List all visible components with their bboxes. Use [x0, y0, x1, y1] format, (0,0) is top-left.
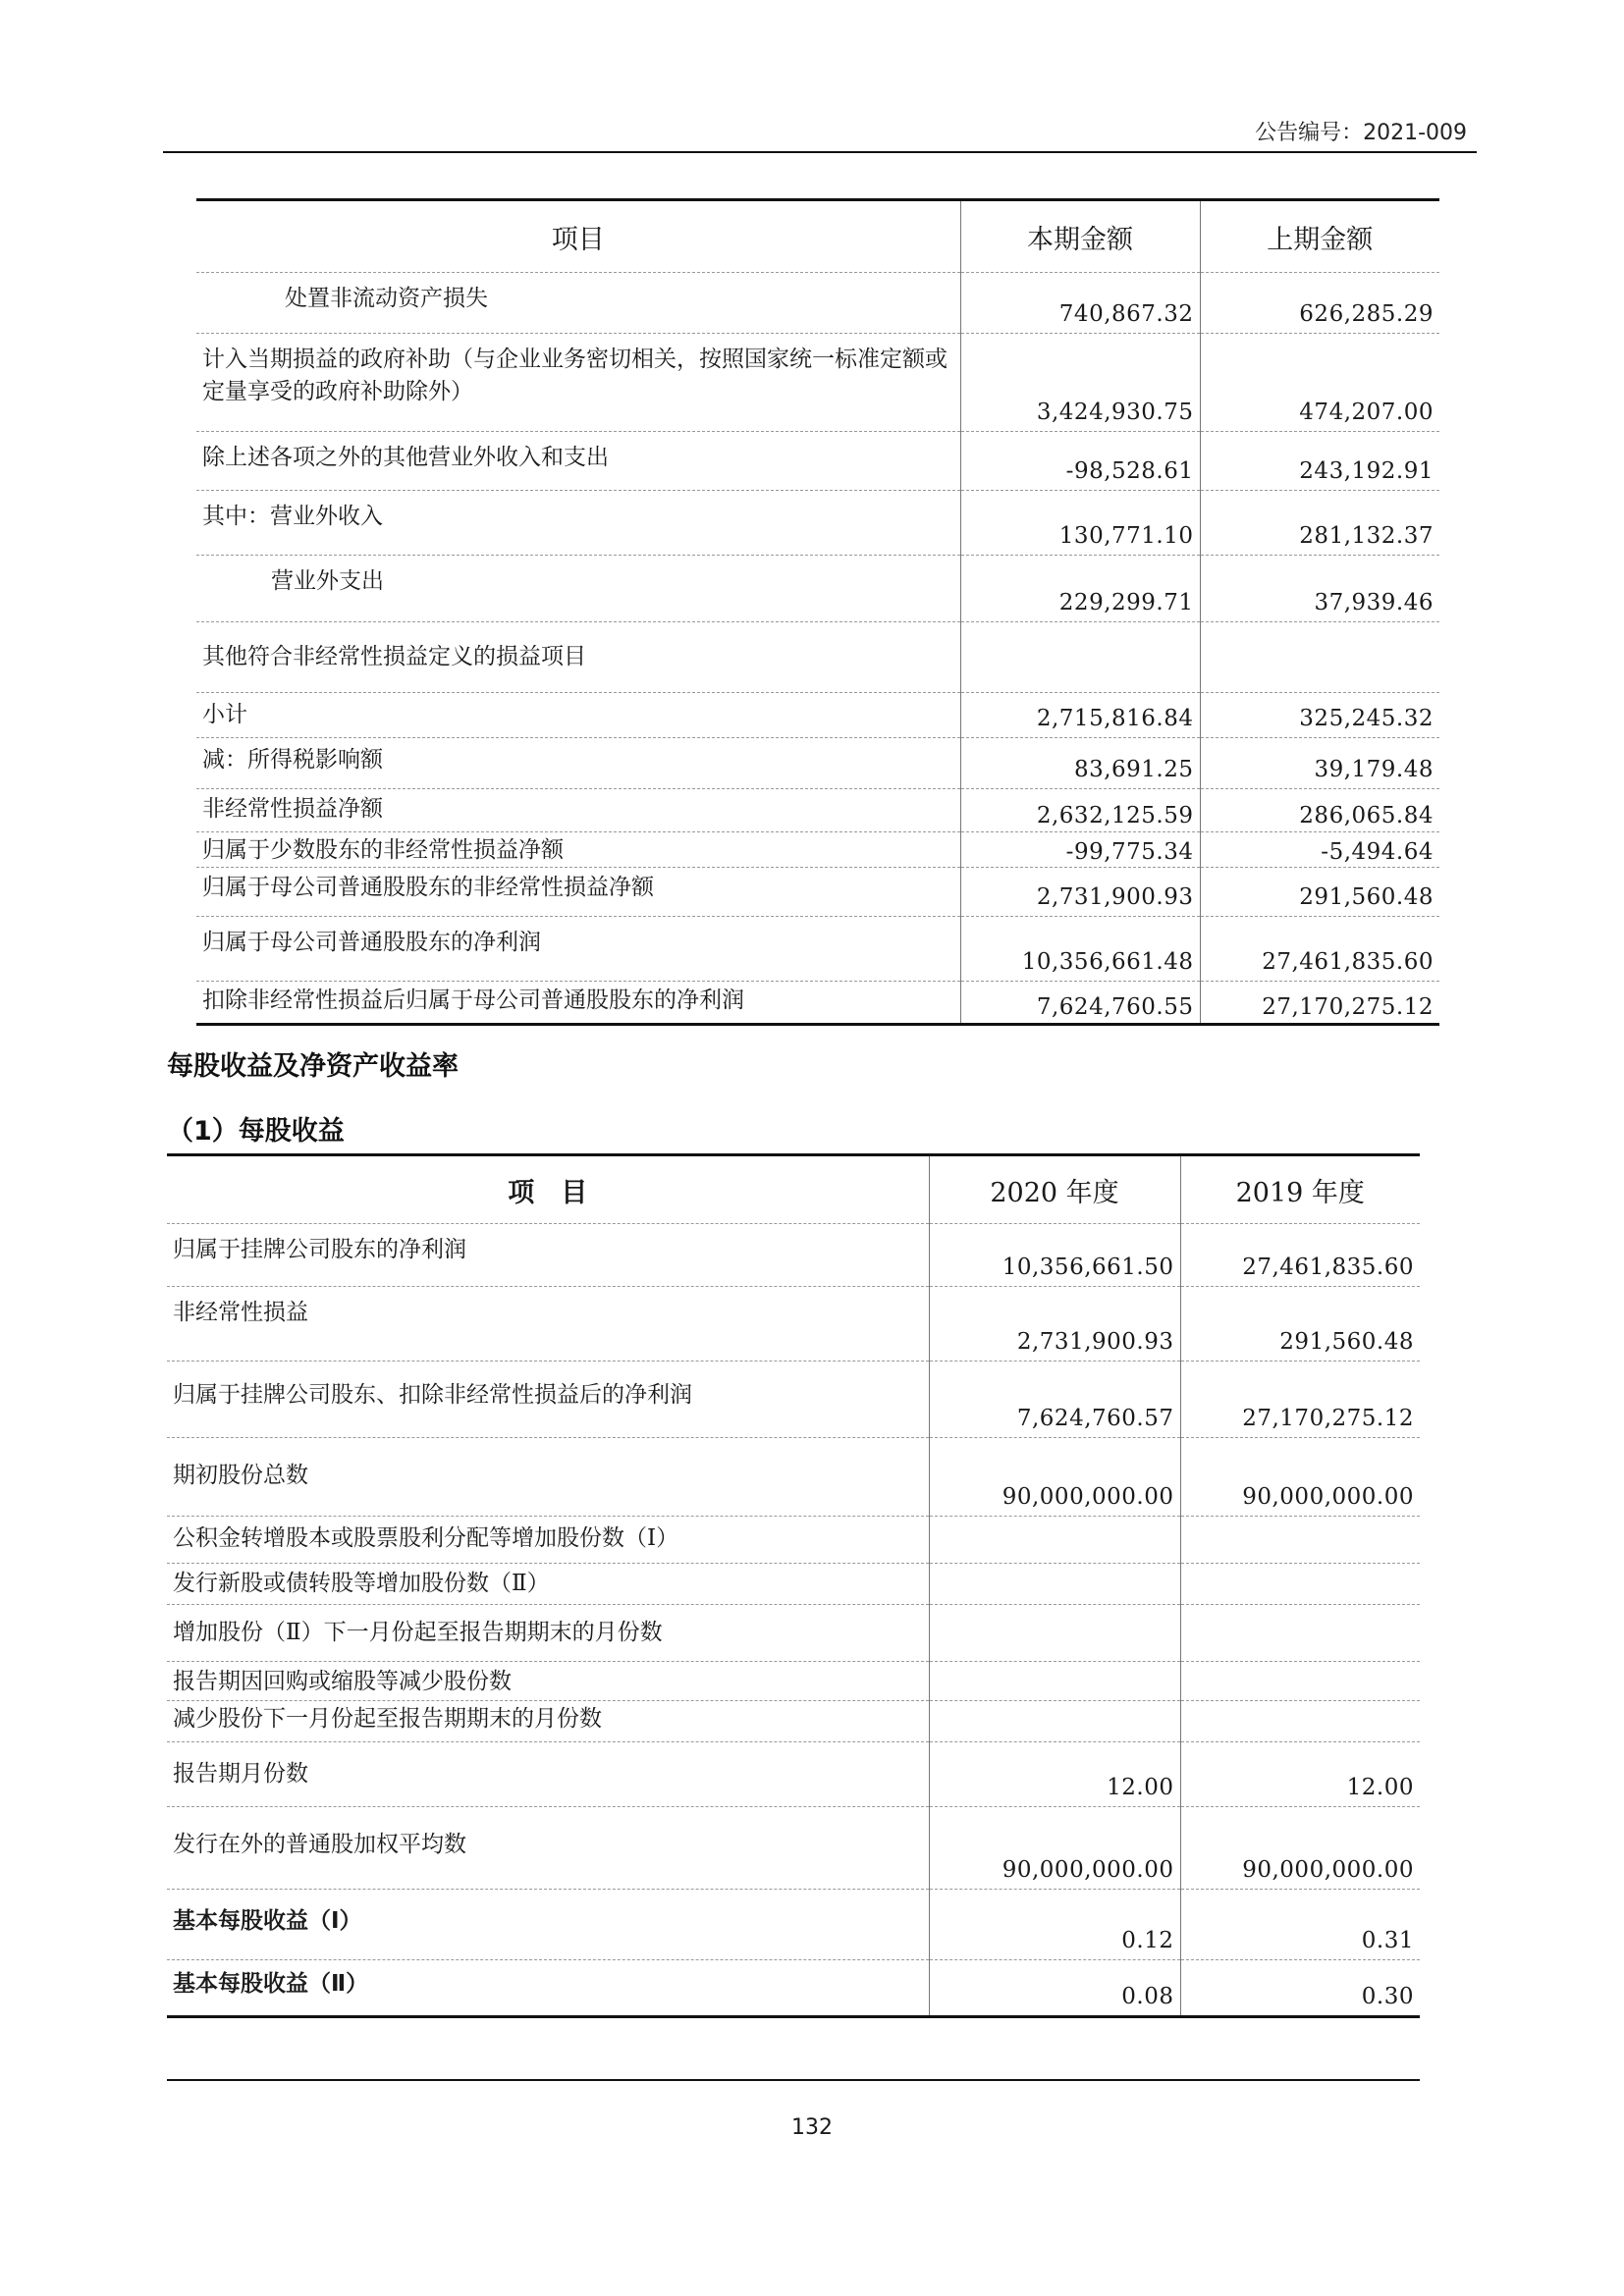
- row-current: 10,356,661.48: [960, 917, 1200, 982]
- column-header-2020: 2020 年度: [929, 1155, 1180, 1224]
- row-2019: 12.00: [1180, 1742, 1420, 1807]
- row-2019: [1180, 1605, 1420, 1662]
- row-previous: 27,170,275.12: [1200, 982, 1439, 1025]
- row-previous: 626,285.29: [1200, 273, 1439, 334]
- table-row: [167, 1742, 1420, 1807]
- row-2019: [1180, 1517, 1420, 1564]
- row-current: 3,424,930.75: [960, 334, 1200, 432]
- table-row: [167, 1362, 1420, 1438]
- column-header-2019: 2019 年度: [1180, 1155, 1420, 1224]
- table-row: [167, 1960, 1420, 2017]
- row-previous: 281,132.37: [1200, 491, 1439, 556]
- row-label: 公积金转增股本或股票股利分配等增加股份数（Ⅰ）: [167, 1517, 929, 1564]
- row-2020: 10,356,661.50: [929, 1224, 1180, 1287]
- row-2019: 0.31: [1180, 1890, 1420, 1960]
- table-row: [196, 982, 1439, 1025]
- table-row: [196, 868, 1439, 917]
- row-2020: 2,731,900.93: [929, 1287, 1180, 1362]
- table-header-row: [196, 200, 1439, 273]
- table-row: [167, 1807, 1420, 1890]
- row-label: 其他符合非经常性损益定义的损益项目: [196, 622, 960, 693]
- row-previous: 39,179.48: [1200, 738, 1439, 789]
- row-current: -98,528.61: [960, 432, 1200, 491]
- table-row: [196, 622, 1439, 693]
- table-row: [196, 334, 1439, 432]
- row-label: 报告期因回购或缩股等减少股份数: [167, 1662, 929, 1701]
- table-row: [196, 491, 1439, 556]
- row-2020: [929, 1662, 1180, 1701]
- table-row: [196, 832, 1439, 868]
- row-current: 2,715,816.84: [960, 693, 1200, 738]
- row-previous: [1200, 622, 1439, 693]
- header-rule: [163, 151, 1477, 153]
- row-label: 归属于少数股东的非经常性损益净额: [196, 832, 960, 868]
- table-row: [167, 1517, 1420, 1564]
- row-previous: 325,245.32: [1200, 693, 1439, 738]
- row-current: 2,731,900.93: [960, 868, 1200, 917]
- row-2020: [929, 1605, 1180, 1662]
- table-row: [167, 1662, 1420, 1701]
- row-previous: 286,065.84: [1200, 789, 1439, 832]
- column-header-item: 项 目: [167, 1155, 929, 1224]
- row-2020: 12.00: [929, 1742, 1180, 1807]
- row-label: 归属于挂牌公司股东的净利润: [167, 1224, 929, 1287]
- row-current: 229,299.71: [960, 556, 1200, 622]
- table-row: [196, 556, 1439, 622]
- row-label: 基本每股收益（Ⅱ）: [173, 1971, 369, 1997]
- row-previous: 37,939.46: [1200, 556, 1439, 622]
- row-label: 发行新股或债转股等增加股份数（Ⅱ）: [167, 1564, 929, 1605]
- row-2020: 0.12: [929, 1890, 1180, 1960]
- non-recurring-gains-table: [196, 198, 1439, 1026]
- table-row: [167, 1701, 1420, 1742]
- row-label: 处置非流动资产损失: [196, 273, 960, 334]
- row-current: 740,867.32: [960, 273, 1200, 334]
- table-row: [167, 1605, 1420, 1662]
- footer-rule: [167, 2079, 1420, 2081]
- row-previous: 474,207.00: [1200, 334, 1439, 432]
- row-previous: 27,461,835.60: [1200, 917, 1439, 982]
- earnings-per-share-table: [167, 1153, 1420, 2018]
- row-label: 报告期月份数: [167, 1742, 929, 1807]
- table-row: [196, 789, 1439, 832]
- row-2019: 27,170,275.12: [1180, 1362, 1420, 1438]
- table-row: [167, 1890, 1420, 1960]
- row-2019: [1180, 1662, 1420, 1701]
- column-header-previous: 上期金额: [1200, 200, 1439, 273]
- table-row: [196, 693, 1439, 738]
- row-label: 增加股份（Ⅱ）下一月份起至报告期期末的月份数: [167, 1605, 929, 1662]
- table-header-row: [167, 1155, 1420, 1224]
- table-row: [167, 1564, 1420, 1605]
- row-label: 非经常性损益: [167, 1287, 929, 1362]
- announcement-code: 公告编号：2021-009: [1255, 121, 1467, 145]
- row-2019: 90,000,000.00: [1180, 1438, 1420, 1517]
- row-current: 130,771.10: [960, 491, 1200, 556]
- table-row: [196, 432, 1439, 491]
- row-label: 扣除非经常性损益后归属于母公司普通股股东的净利润: [202, 988, 744, 1014]
- subsection-title: （1）每股收益: [167, 1116, 345, 1147]
- row-2020: 7,624,760.57: [929, 1362, 1180, 1438]
- row-previous: 243,192.91: [1200, 432, 1439, 491]
- row-label: 计入当期损益的政府补助（与企业业务密切相关，按照国家统一标准定额或定量享受的政府补助除外）: [196, 334, 960, 432]
- row-current: [960, 622, 1200, 693]
- row-label: 减：所得税影响额: [196, 738, 960, 789]
- section-title: 每股收益及净资产收益率: [167, 1051, 459, 1082]
- row-label: 基本每股收益（Ⅰ）: [167, 1890, 929, 1960]
- row-label: 减少股份下一月份起至报告期期末的月份数: [167, 1701, 929, 1742]
- column-header-current: 本期金额: [960, 200, 1200, 273]
- table-row: [196, 738, 1439, 789]
- row-2019: 0.30: [1180, 1960, 1420, 2017]
- row-previous: 291,560.48: [1200, 868, 1439, 917]
- row-label: 其中：营业外收入: [196, 491, 960, 556]
- table-row: [167, 1438, 1420, 1517]
- row-label: 非经常性损益净额: [196, 789, 960, 832]
- row-2020: [929, 1517, 1180, 1564]
- row-current: -99,775.34: [960, 832, 1200, 868]
- row-current: 2,632,125.59: [960, 789, 1200, 832]
- column-header-item: 项目: [196, 200, 960, 273]
- row-2020: 0.08: [929, 1960, 1180, 2017]
- row-2020: 90,000,000.00: [929, 1438, 1180, 1517]
- row-2019: 291,560.48: [1180, 1287, 1420, 1362]
- table-row: [167, 1287, 1420, 1362]
- row-label: 归属于挂牌公司股东、扣除非经常性损益后的净利润: [167, 1362, 929, 1438]
- row-label: 归属于母公司普通股股东的净利润: [196, 917, 960, 982]
- row-2020: [929, 1701, 1180, 1742]
- row-current: 83,691.25: [960, 738, 1200, 789]
- row-2019: 90,000,000.00: [1180, 1807, 1420, 1890]
- page-number: 132: [791, 2115, 833, 2140]
- row-label: 期初股份总数: [167, 1438, 929, 1517]
- row-2019: [1180, 1564, 1420, 1605]
- row-label: 营业外支出: [196, 556, 960, 622]
- row-2020: [929, 1564, 1180, 1605]
- row-previous: -5,494.64: [1200, 832, 1439, 868]
- row-label: 发行在外的普通股加权平均数: [167, 1807, 929, 1890]
- row-label: 小计: [196, 693, 960, 738]
- row-label: 除上述各项之外的其他营业外收入和支出: [196, 432, 960, 491]
- row-current: 7,624,760.55: [960, 982, 1200, 1025]
- row-label: 归属于母公司普通股股东的非经常性损益净额: [196, 868, 960, 917]
- table-row: [167, 1224, 1420, 1287]
- row-2019: 27,461,835.60: [1180, 1224, 1420, 1287]
- row-2019: [1180, 1701, 1420, 1742]
- row-2020: 90,000,000.00: [929, 1807, 1180, 1890]
- table-row: [196, 273, 1439, 334]
- table-row: [196, 917, 1439, 982]
